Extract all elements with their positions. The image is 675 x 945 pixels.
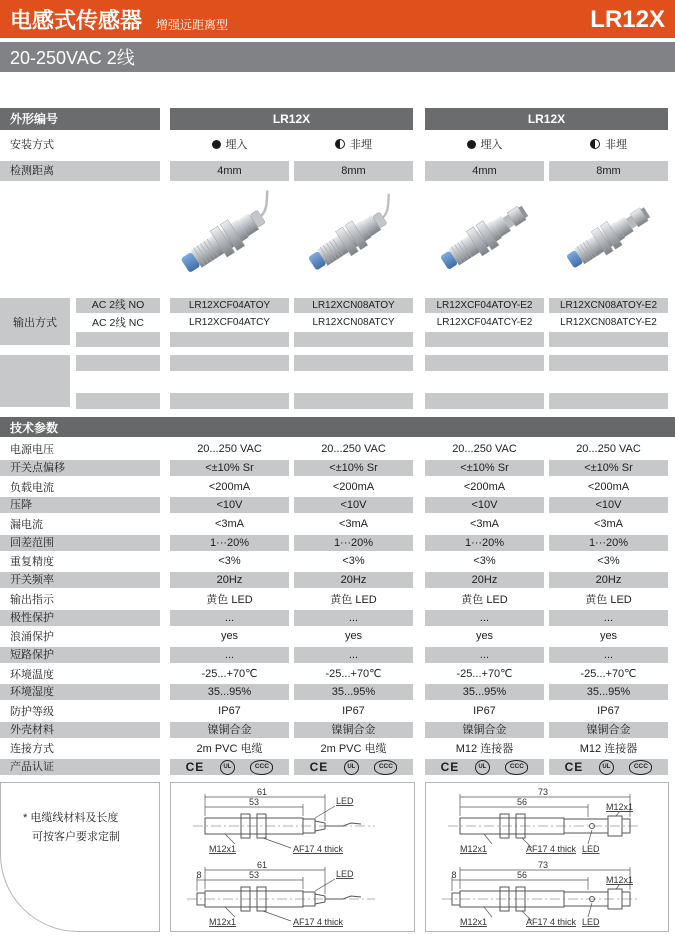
spec-value: -25...+70℃ — [325, 668, 382, 681]
model-number-cell — [294, 332, 413, 347]
reserved-row — [0, 374, 675, 390]
spec-row — [0, 739, 675, 758]
spec-value: 1···20% — [170, 535, 289, 551]
spec-row — [0, 515, 675, 534]
flush-icon — [467, 140, 476, 149]
output-type-cell: AC 2线 NO — [76, 298, 160, 313]
mount-cell — [425, 136, 544, 152]
spec-value: <±10% Sr — [294, 460, 413, 476]
spec-value: ... — [549, 610, 668, 626]
reserved-block — [0, 355, 675, 409]
dimension-footer — [0, 782, 675, 932]
spec-value: 2m PVC 电缆 — [196, 743, 263, 756]
model-number-cell: LR12XCF04ATCY — [189, 317, 270, 328]
semi-flush-icon — [590, 139, 600, 149]
ce-mark-icon: CE — [564, 760, 584, 775]
spec-value: 2m PVC 电缆 — [320, 743, 387, 756]
spec-value: 20Hz — [294, 572, 413, 588]
spec-row — [0, 477, 675, 496]
dim-tip: 8 — [196, 869, 202, 880]
product-photo-connector-nonflush — [549, 181, 668, 294]
wrench-label: AF17 4 thick — [293, 844, 344, 855]
spec-value: <200mA — [587, 480, 630, 493]
spec-value: 20Hz — [549, 572, 668, 588]
connector-drawing-box — [425, 782, 669, 932]
dim-body: 56 — [516, 869, 528, 880]
wrench-label: AF17 4 thick — [526, 844, 577, 855]
reserved-cell — [549, 393, 668, 409]
mounting-label: 安装方式 — [10, 139, 54, 151]
mount-cell — [549, 136, 668, 152]
spec-value: -25...+70℃ — [201, 668, 258, 681]
mounting-row — [0, 130, 675, 158]
spec-value: <±10% Sr — [549, 460, 668, 476]
spec-value: IP67 — [473, 704, 496, 717]
page-subtitle: 增强远距离型 — [156, 17, 229, 32]
wrench-label: AF17 4 thick — [526, 916, 577, 927]
spec-value: 黄色 LED — [206, 593, 253, 606]
spec-value: 镍铜合金 — [425, 722, 544, 738]
sensor-photo-connector — [556, 190, 662, 286]
spec-row — [0, 646, 675, 665]
spec-value: IP67 — [342, 704, 365, 717]
model-group-1: LR12X — [170, 108, 413, 130]
ce-mark-icon: CE — [440, 760, 460, 775]
spec-label: 连接方式 — [10, 743, 54, 756]
mount-cell — [294, 136, 413, 152]
model-group-2: LR12X — [425, 108, 668, 130]
dim-total: 73 — [537, 787, 549, 798]
dim-body: 53 — [248, 869, 260, 880]
output-row — [0, 298, 675, 313]
distance-cells — [160, 161, 668, 181]
distance-value: 8mm — [294, 161, 413, 181]
spec-value: 黄色 LED — [330, 593, 377, 606]
model-number-cell: LR12XCF04ATCY-E2 — [436, 317, 533, 328]
spec-value: <3% — [218, 555, 241, 568]
spec-value: <10V — [170, 497, 289, 513]
spec-label: 重复精度 — [10, 556, 54, 569]
spec-value: <3mA — [214, 518, 245, 531]
sensor-photo-cable — [299, 187, 409, 289]
model-number: LR12X — [590, 6, 665, 33]
spec-value: <10V — [294, 497, 413, 513]
spec-value: 镍铜合金 — [170, 722, 289, 738]
distance-row — [0, 161, 675, 181]
ul-mark-icon: UL — [599, 760, 614, 775]
spec-value: yes — [220, 630, 239, 643]
spec-row — [0, 496, 675, 515]
spec-value: 20Hz — [425, 572, 544, 588]
led-label: LED — [336, 796, 354, 807]
thread-label: M12x1 — [460, 844, 488, 855]
dimension-drawing-cable-flush — [175, 786, 410, 856]
spec-value: <200mA — [208, 480, 251, 493]
spec-row — [0, 590, 675, 609]
spec-value: yes — [599, 630, 618, 643]
reserved-cell — [425, 355, 544, 371]
cable-drawing-box — [170, 782, 415, 932]
cable-note-line-1 — [23, 809, 159, 828]
spec-value: <3mA — [338, 518, 369, 531]
distance-value: 4mm — [170, 161, 289, 181]
reserved-cell — [425, 393, 544, 409]
wrench-label: AF17 4 thick — [293, 916, 344, 927]
connector-thread-label: M12x1 — [606, 874, 634, 885]
spec-value: <3mA — [593, 518, 624, 531]
model-number-cell: LR12XCN08ATOY-E2 — [549, 298, 668, 313]
voltage-banner — [0, 42, 675, 72]
output-type-cell: AC 2线 NC — [92, 317, 144, 329]
spec-value: ... — [425, 647, 544, 663]
product-photo-cable-flush — [170, 181, 289, 294]
flush-icon — [212, 140, 221, 149]
output-type-header-label: 输出方式 — [13, 316, 57, 329]
output-type-cell — [76, 332, 160, 347]
model-number-cell: LR12XCN08ATOY — [294, 298, 413, 313]
spec-value: <10V — [425, 497, 544, 513]
ccc-mark-icon: CCC — [505, 760, 528, 775]
spec-value: -25...+70℃ — [456, 668, 513, 681]
spec-value: IP67 — [218, 704, 241, 717]
spec-value: <3mA — [469, 518, 500, 531]
spec-value: 1···20% — [549, 535, 668, 551]
spec-value: 20...250 VAC — [576, 443, 641, 456]
spec-label: 环境湿度 — [0, 684, 160, 700]
spec-value: <3% — [597, 555, 620, 568]
spec-label: 短路保护 — [0, 647, 160, 663]
note-text-2: 可按客户要求定制 — [32, 831, 120, 844]
spec-label: 电源电压 — [10, 444, 54, 457]
model-number-cell — [425, 332, 544, 347]
spec-row — [0, 571, 675, 590]
spec-label: 极性保护 — [0, 610, 160, 626]
spec-value: 35...95% — [549, 684, 668, 700]
spec-value: 20...250 VAC — [321, 443, 386, 456]
thread-label: M12x1 — [460, 916, 488, 927]
dim-tip: 8 — [451, 869, 457, 880]
spec-value: 35...95% — [294, 684, 413, 700]
mount-value-label: 非埋 — [350, 139, 372, 151]
ul-mark-icon: UL — [220, 760, 235, 775]
spec-row — [0, 664, 675, 683]
model-number-cell: LR12XCF04ATOY-E2 — [425, 298, 544, 313]
output-row — [0, 332, 675, 347]
spec-value: ... — [294, 647, 413, 663]
spec-label: 环境温度 — [10, 668, 54, 681]
led-label: LED — [582, 844, 600, 855]
spec-value: <200mA — [463, 480, 506, 493]
spec-row — [0, 758, 675, 777]
mount-value-label: 埋入 — [480, 139, 503, 151]
spec-row — [0, 683, 675, 702]
reserved-rows — [0, 355, 675, 409]
dim-body: 56 — [516, 797, 528, 808]
reserved-row — [0, 355, 675, 371]
ul-mark-icon: UL — [475, 760, 490, 775]
thread-label: M12x1 — [209, 844, 237, 855]
spec-value: ... — [425, 610, 544, 626]
tech-section-title: 技术参数 — [10, 420, 59, 435]
reserved-row — [0, 393, 675, 409]
spec-value: IP67 — [597, 704, 620, 717]
tech-spec-table — [0, 440, 675, 776]
sensor-photo-cable — [171, 185, 289, 291]
spec-value: 镍铜合金 — [294, 722, 413, 738]
dimension-drawing-connector-nonflush — [430, 859, 664, 929]
ccc-mark-icon: CCC — [629, 760, 652, 775]
thread-label: M12x1 — [209, 916, 237, 927]
spec-value: M12 连接器 — [455, 743, 514, 756]
spec-label: 负载电流 — [10, 481, 54, 494]
spec-value: <±10% Sr — [170, 460, 289, 476]
spec-value: <200mA — [332, 480, 375, 493]
output-type-header — [0, 298, 70, 345]
reserved-block-header — [0, 355, 70, 407]
spec-label: 防护等级 — [10, 705, 54, 718]
mounting-cells — [160, 136, 668, 152]
dim-total: 73 — [537, 859, 549, 870]
model-number-cell — [170, 332, 289, 347]
connector-thread-label: M12x1 — [606, 802, 634, 813]
spec-value: <3% — [473, 555, 496, 568]
output-row — [0, 315, 675, 330]
spec-value: 黄色 LED — [461, 593, 508, 606]
spec-value — [425, 759, 544, 775]
cable-note-box — [0, 782, 160, 932]
spec-value — [170, 759, 289, 775]
spec-value: <10V — [549, 497, 668, 513]
reserved-cell — [549, 355, 668, 371]
spec-row — [0, 552, 675, 571]
spec-value: 35...95% — [425, 684, 544, 700]
spec-row — [0, 440, 675, 459]
product-photo-row — [0, 181, 675, 294]
spec-row — [0, 533, 675, 552]
reserved-cell — [76, 355, 160, 371]
sensor-photo-connector — [429, 188, 541, 288]
reserved-cell — [170, 393, 289, 409]
spec-value — [549, 759, 668, 775]
spec-value: 20...250 VAC — [197, 443, 262, 456]
product-photo-cable-nonflush — [294, 181, 413, 294]
spec-value: 20...250 VAC — [452, 443, 517, 456]
spec-value: ... — [294, 610, 413, 626]
tech-section-header — [0, 417, 675, 437]
spec-value: 镍铜合金 — [549, 722, 668, 738]
output-rows — [0, 298, 675, 347]
semi-flush-icon — [335, 139, 345, 149]
spec-label: 回差范围 — [0, 535, 160, 551]
note-bullet: * — [23, 812, 28, 825]
dim-total: 61 — [256, 787, 268, 798]
page-title: 电感式传感器 — [10, 8, 143, 33]
spec-label: 浪涌保护 — [10, 631, 54, 644]
distance-value: 4mm — [425, 161, 544, 181]
spec-value: <±10% Sr — [425, 460, 544, 476]
spec-row — [0, 608, 675, 627]
spec-value: yes — [344, 630, 363, 643]
model-number-cell: LR12XCF04ATOY — [170, 298, 289, 313]
led-label: LED — [582, 916, 600, 927]
product-photo-connector-flush — [425, 181, 544, 294]
reserved-cell — [294, 393, 413, 409]
spec-label: 漏电流 — [10, 519, 43, 532]
output-type-block — [0, 298, 675, 347]
spec-row — [0, 627, 675, 646]
ul-mark-icon: UL — [344, 760, 359, 775]
spec-value: ... — [170, 647, 289, 663]
spec-label: 外壳材料 — [0, 722, 160, 738]
spec-row — [0, 702, 675, 721]
spec-value: yes — [475, 630, 494, 643]
model-number-cell: LR12XCN08ATCY — [312, 317, 395, 328]
dimension-drawing-cable-nonflush — [175, 859, 410, 929]
spec-value: M12 连接器 — [579, 743, 638, 756]
shape-header-row — [0, 108, 675, 130]
reserved-cell — [170, 355, 289, 371]
note-text-1: 电缆线材料及长度 — [30, 812, 119, 825]
ce-mark-icon: CE — [309, 760, 329, 775]
voltage-banner-label: 20-250VAC 2线 — [10, 48, 135, 68]
cable-note — [23, 809, 159, 846]
model-number-cell — [549, 332, 668, 347]
shape-header-label: 外形编号 — [0, 108, 160, 130]
mount-value-label: 非埋 — [605, 139, 627, 151]
dimension-drawing-connector-flush — [430, 786, 664, 856]
spec-value: 黄色 LED — [585, 593, 632, 606]
spec-value: 35...95% — [170, 684, 289, 700]
spec-label: 输出指示 — [10, 593, 54, 606]
spec-value — [294, 759, 413, 775]
distance-label: 检测距离 — [0, 161, 160, 181]
model-number-cell: LR12XCN08ATCY-E2 — [560, 317, 657, 328]
mount-cell — [170, 136, 289, 152]
ce-mark-icon: CE — [185, 760, 205, 775]
reserved-cell — [76, 393, 160, 409]
spec-label: 开关点偏移 — [0, 460, 160, 476]
spec-label: 压降 — [0, 497, 160, 513]
distance-value: 8mm — [549, 161, 668, 181]
spec-row — [0, 459, 675, 478]
ccc-mark-icon: CCC — [250, 760, 273, 775]
led-label: LED — [336, 868, 354, 879]
spec-label: 开关频率 — [0, 572, 160, 588]
spec-value: ... — [549, 647, 668, 663]
spec-value: 1···20% — [425, 535, 544, 551]
spec-value: <3% — [342, 555, 365, 568]
reserved-cell — [294, 355, 413, 371]
spec-label: 产品认证 — [0, 759, 160, 775]
spec-value: ... — [170, 610, 289, 626]
spec-row — [0, 720, 675, 739]
mount-value-label: 埋入 — [225, 139, 248, 151]
dim-total: 61 — [256, 859, 268, 870]
spec-value: 1···20% — [294, 535, 413, 551]
ccc-mark-icon: CCC — [374, 760, 397, 775]
spec-value: 20Hz — [170, 572, 289, 588]
spec-value: -25...+70℃ — [580, 668, 637, 681]
page-header — [0, 0, 675, 38]
dim-body: 53 — [248, 797, 260, 808]
